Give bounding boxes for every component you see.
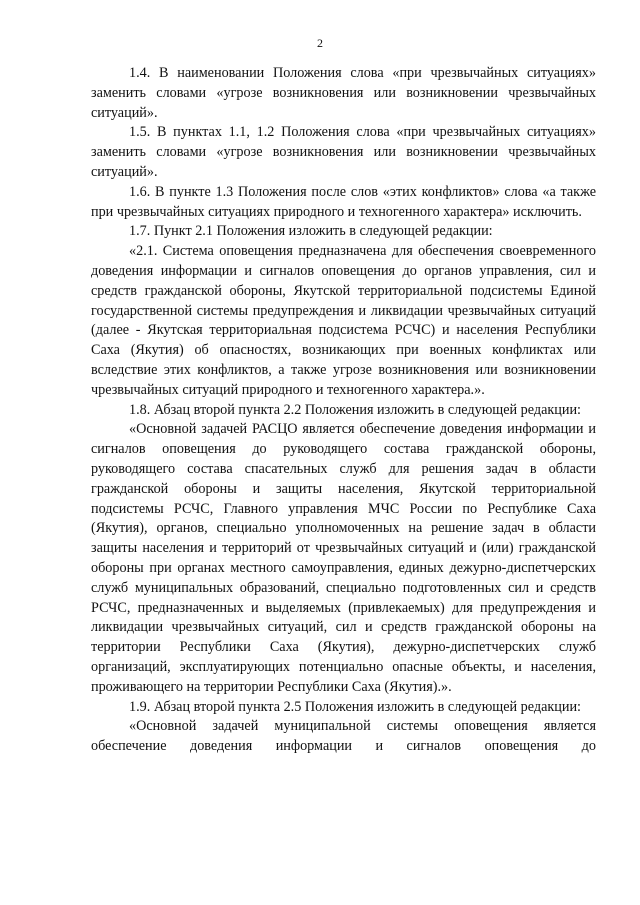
paragraph-2-2-quote: «Основной задачей РАСЦО является обеспечение доведения информации и сигналов оповещения до руководящего состава гражданской обороны, руководящего состава спасательных служб для решения задач в области гражданской обороны и защиты населения, Якутской территориальной подсистемы РСЧС, Главного управления МЧС России по Республике Саха (Якутия), органов, специально уполномоченных на решение задач в области защиты населения и территорий от чрезвычайных ситуаций и (или) гражданской обороны при органах местного самоуправления, единых дежурно-диспетчерских служб муниципальных образований, специально подготовленных сил и средств РСЧС, предназначенных и выделяемых (привлекаемых) для предупреждения и ликвидации чрезвычайных ситуаций, сил и средств гражданской обороны на территории Республики Саха (Якутия), дежурно-диспетчерских служб организаций, эксплуатирующих потенциально опасные объекты, и населения, проживающего на территории Республики Саха (Якутия).». (91, 421, 596, 695)
paragraph-1-4: 1.4. В наименовании Положения слова «при чрезвычайных ситуациях» заменить словами «угрозе возникновения или возникновении чрезвычайных ситуаций». (91, 65, 596, 121)
paragraph-2-1-quote: «2.1. Система оповещения предназначена для обеспечения своевременного доведения информации и сигналов оповещения до органов управления, сил и средств гражданской обороны, Якутской территориальной подсистемы Единой государственной системы предупреждения и ликвидации чрезвычайных ситуаций (далее - Якутская территориальная подсистема РСЧС) и населения Республики Саха (Якутия) об опасностях, возникающих при военных конфликтах или вследствие этих конфликтов, а также угрозе возникновения или возникновении чрезвычайных ситуаций природного и техногенного характера.». (91, 243, 596, 398)
document-body (91, 64, 596, 757)
paragraph-1-8: 1.8. Абзац второй пункта 2.2 Положения изложить в следующей редакции: (129, 401, 581, 418)
page-number: 2 (317, 36, 323, 50)
paragraph-1-5: 1.5. В пунктах 1.1, 1.2 Положения слова «при чрезвычайных ситуациях» заменить словами «угрозе возникновения или возникновении чрезвычайных ситуаций». (91, 124, 596, 180)
paragraph-1-7: 1.7. Пункт 2.1 Положения изложить в следующей редакции: (129, 223, 493, 240)
paragraph-2-5-quote: «Основной задачей муниципальной системы оповещения является обеспечение доведения информации и сигналов оповещения до (91, 718, 596, 755)
paragraph-1-6: 1.6. В пункте 1.3 Положения после слов «этих конфликтов» слова «а также при чрезвычайных ситуациях природного и техногенного характера» исключить. (91, 183, 596, 220)
paragraph-1-9: 1.9. Абзац второй пункта 2.5 Положения изложить в следующей редакции: (129, 698, 581, 715)
